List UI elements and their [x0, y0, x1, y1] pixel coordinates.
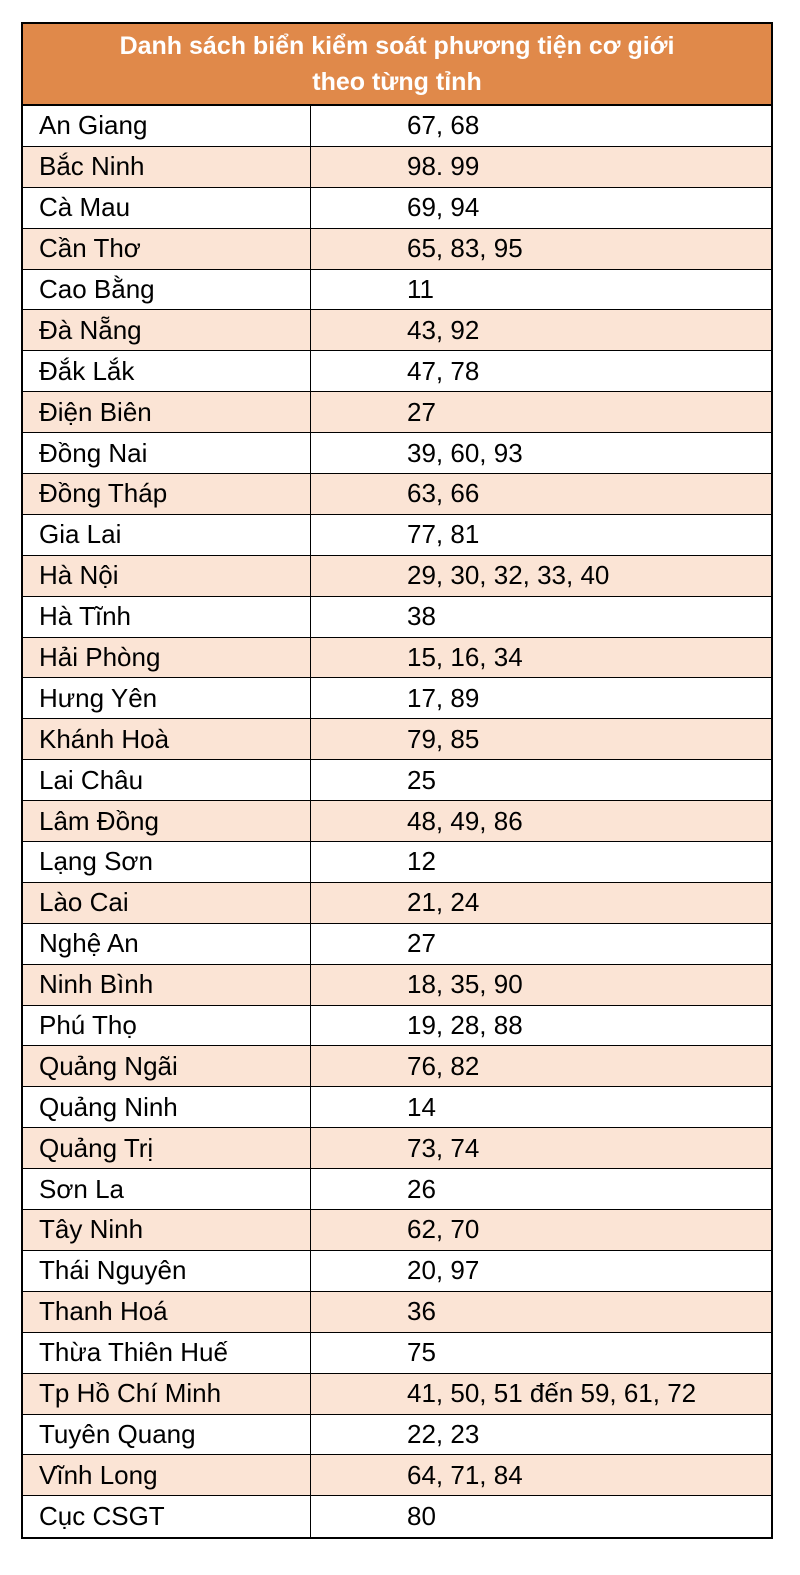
plate-codes-cell: 27: [407, 396, 436, 427]
plate-codes-cell: 20, 97: [407, 1255, 480, 1286]
province-cell: Phú Thọ: [23, 1006, 311, 1046]
plate-codes-cell: 64, 71, 84: [407, 1459, 523, 1490]
province-cell: Hà Nội: [23, 556, 311, 596]
plate-codes-cell: 47, 78: [407, 355, 480, 386]
province-cell: Lạng Sơn: [23, 842, 311, 882]
table-row: [23, 1251, 771, 1292]
table-row: [23, 1455, 771, 1496]
table-row: [23, 1210, 771, 1251]
table-header: [23, 24, 771, 106]
table-row: [23, 229, 771, 270]
plate-codes-cell: 80: [407, 1501, 436, 1532]
plate-codes-cell: 43, 92: [407, 314, 480, 345]
province-cell: Khánh Hoà: [23, 719, 311, 759]
province-cell: Lào Cai: [23, 883, 311, 923]
province-cell: Hưng Yên: [23, 678, 311, 718]
province-cell: Hải Phòng: [23, 638, 311, 678]
table-row: [23, 719, 771, 760]
table-row: [23, 1128, 771, 1169]
province-cell: Điện Biên: [23, 392, 311, 432]
table-row: [23, 1006, 771, 1047]
table-row: [23, 1374, 771, 1415]
plate-codes-cell: 75: [407, 1337, 436, 1368]
plate-codes-cell: 76, 82: [407, 1050, 480, 1081]
table-row: [23, 515, 771, 556]
province-cell: Bắc Ninh: [23, 147, 311, 187]
province-cell: Tp Hồ Chí Minh: [23, 1374, 311, 1414]
table-body: [23, 106, 771, 1537]
plate-codes-cell: 77, 81: [407, 519, 480, 550]
province-cell: Cục CSGT: [23, 1496, 311, 1537]
plate-codes-cell: 65, 83, 95: [407, 233, 523, 264]
table-row: [23, 597, 771, 638]
table-row: [23, 392, 771, 433]
province-cell: Cần Thơ: [23, 229, 311, 269]
plate-codes-cell: 22, 23: [407, 1418, 480, 1449]
plate-codes-cell: 79, 85: [407, 723, 480, 754]
plate-codes-cell: 38: [407, 601, 436, 632]
plate-codes-cell: 14: [407, 1091, 436, 1122]
province-cell: Quảng Trị: [23, 1128, 311, 1168]
plate-codes-cell: 26: [407, 1173, 436, 1204]
table-row: [23, 842, 771, 883]
plate-codes-cell: 62, 70: [407, 1214, 480, 1245]
plate-codes-cell: 19, 28, 88: [407, 1010, 523, 1041]
province-cell: Đắk Lắk: [23, 351, 311, 391]
table-row: [23, 147, 771, 188]
plate-codes-cell: 39, 60, 93: [407, 437, 523, 468]
table-row: [23, 106, 771, 147]
license-plate-table: [21, 22, 773, 1539]
table-row: [23, 1415, 771, 1456]
plate-codes-cell: 98. 99: [407, 151, 480, 182]
province-cell: Đà Nẵng: [23, 310, 311, 350]
plate-codes-cell: 67, 68: [407, 110, 480, 141]
plate-codes-cell: 21, 24: [407, 887, 480, 918]
plate-codes-cell: 36: [407, 1296, 436, 1327]
plate-codes-cell: 27: [407, 928, 436, 959]
table-row: [23, 883, 771, 924]
province-cell: Gia Lai: [23, 515, 311, 555]
plate-codes-cell: 48, 49, 86: [407, 805, 523, 836]
plate-codes-cell: 18, 35, 90: [407, 969, 523, 1000]
plate-codes-cell: 69, 94: [407, 192, 480, 223]
table-row: [23, 678, 771, 719]
table-row: [23, 1292, 771, 1333]
table-title-line2: theo từng tỉnh: [312, 68, 482, 96]
table-row: [23, 801, 771, 842]
table-row: [23, 1169, 771, 1210]
province-cell: Thanh Hoá: [23, 1292, 311, 1332]
plate-codes-cell: 12: [407, 846, 436, 877]
province-cell: Nghệ An: [23, 924, 311, 964]
plate-codes-cell: 41, 50, 51 đến 59, 61, 72: [407, 1378, 697, 1409]
province-cell: Cao Bằng: [23, 270, 311, 310]
province-cell: Vĩnh Long: [23, 1455, 311, 1495]
province-cell: Cà Mau: [23, 188, 311, 228]
province-cell: Lai Châu: [23, 760, 311, 800]
table-row: [23, 433, 771, 474]
table-row: [23, 1046, 771, 1087]
province-cell: Lâm Đồng: [23, 801, 311, 841]
table-row: [23, 1087, 771, 1128]
province-cell: Quảng Ngãi: [23, 1046, 311, 1086]
table-row: [23, 351, 771, 392]
province-cell: Tây Ninh: [23, 1210, 311, 1250]
table-row: [23, 556, 771, 597]
plate-codes-cell: 15, 16, 34: [407, 642, 523, 673]
table-row: [23, 270, 771, 311]
plate-codes-cell: 25: [407, 764, 436, 795]
table-row: [23, 1496, 771, 1537]
table-row: [23, 760, 771, 801]
province-cell: An Giang: [23, 106, 311, 146]
table-row: [23, 1333, 771, 1374]
table-title-line1: Danh sách biển kiểm soát phương tiện cơ giới: [119, 32, 675, 60]
table-row: [23, 474, 771, 515]
province-cell: Hà Tĩnh: [23, 597, 311, 637]
table-row: [23, 188, 771, 229]
table-row: [23, 924, 771, 965]
table-row: [23, 310, 771, 351]
province-cell: Thái Nguyên: [23, 1251, 311, 1291]
plate-codes-cell: 73, 74: [407, 1132, 480, 1163]
province-cell: Sơn La: [23, 1169, 311, 1209]
province-cell: Đồng Nai: [23, 433, 311, 473]
province-cell: Quảng Ninh: [23, 1087, 311, 1127]
province-cell: Thừa Thiên Huế: [23, 1333, 311, 1373]
province-cell: Ninh Bình: [23, 965, 311, 1005]
plate-codes-cell: 29, 30, 32, 33, 40: [407, 560, 610, 591]
table-row: [23, 638, 771, 679]
plate-codes-cell: 17, 89: [407, 682, 480, 713]
province-cell: Đồng Tháp: [23, 474, 311, 514]
province-cell: Tuyên Quang: [23, 1415, 311, 1455]
table-row: [23, 965, 771, 1006]
plate-codes-cell: 63, 66: [407, 478, 480, 509]
plate-codes-cell: 11: [407, 274, 434, 304]
